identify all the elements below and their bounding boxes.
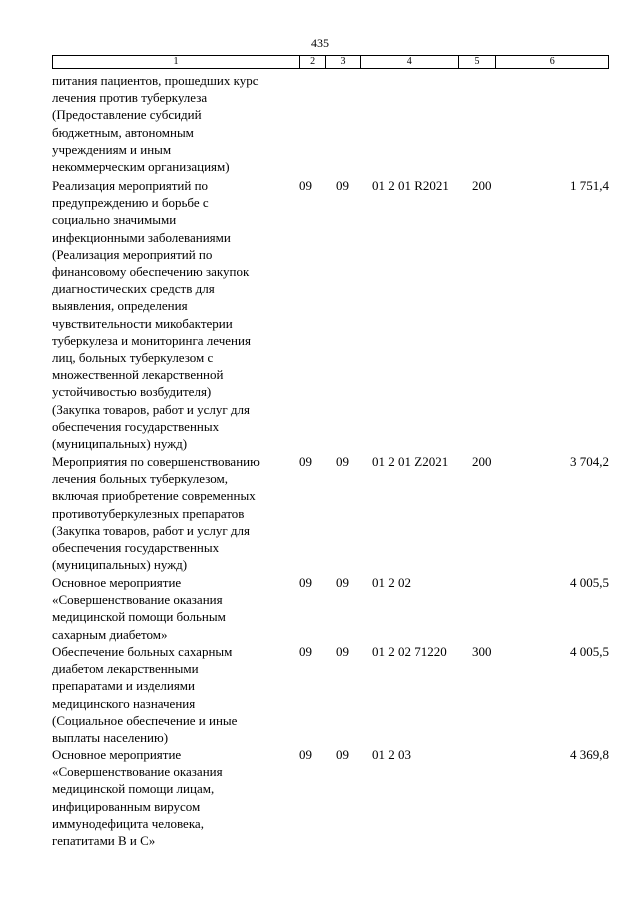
column-header-5: 5 bbox=[458, 56, 496, 68]
row-section: 09 bbox=[299, 575, 312, 590]
row-section: 09 bbox=[299, 454, 312, 469]
page-number: 435 bbox=[311, 36, 329, 50]
row-target-code: 01 2 02 71220 bbox=[372, 644, 447, 659]
row-section: 09 bbox=[299, 644, 312, 659]
row-target-code: 01 2 02 bbox=[372, 575, 411, 590]
row-section: 09 bbox=[299, 747, 312, 762]
row-section: 09 bbox=[299, 178, 312, 193]
row-subsection: 09 bbox=[336, 747, 349, 762]
row-target-code: 01 2 01 Z2021 bbox=[372, 454, 449, 469]
row-target-code: 01 2 01 R2021 bbox=[372, 178, 449, 193]
column-header-6: 6 bbox=[495, 56, 608, 68]
column-header-1: 1 bbox=[173, 56, 179, 67]
row-expense-type: 200 bbox=[472, 454, 492, 469]
row-subsection: 09 bbox=[336, 178, 349, 193]
row-amount: 4 005,5 bbox=[570, 644, 609, 659]
row-subsection: 09 bbox=[336, 575, 349, 590]
column-header-2: 2 bbox=[299, 56, 325, 68]
column-header-4: 4 bbox=[360, 56, 458, 68]
row-expense-type: 200 bbox=[472, 178, 492, 193]
row-name: Реализация мероприятий по предупреждению и борьбе с социально значимыми инфекционными заболеваниями (Реализация мероприятий по финансовому обеспечению закупок диагностических средств для выявления, определения чувствительности микобактерии туберкулеза и мониторинга лечения лиц, больных туберкулезом с множественной лекарственной устойчивостью возбудителя) (Закупка товаров, работ и услуг для обеспечения государственных (муниципальных) нужд) bbox=[52, 178, 251, 452]
row-amount: 1 751,4 bbox=[570, 178, 609, 193]
table-header-row bbox=[52, 55, 609, 69]
row-subsection: 09 bbox=[336, 644, 349, 659]
row-target-code: 01 2 03 bbox=[372, 747, 411, 762]
row-name: Обеспечение больных сахарным диабетом лекарственными препаратами и изделиями медицинского назначения (Социальное обеспечение и иные выплаты населению) bbox=[52, 644, 238, 746]
row-name: питания пациентов, прошедших курс лечения против туберкулеза (Предоставление субсидий бюджетным, автономным учреждениям и иным некоммерческим организациям) bbox=[52, 73, 259, 175]
row-amount: 4 369,8 bbox=[570, 747, 609, 762]
row-name: Основное мероприятие «Совершенствование оказания медицинской помощи лицам, инфицированным вирусом иммунодефицита человека, гепатитами В и С» bbox=[52, 747, 223, 849]
row-name: Мероприятия по совершенствованию лечения больных туберкулезом, включая приобретение современных противотуберкулезных препаратов (Закупка товаров, работ и услуг для обеспечения государственных (муниципальных) нужд) bbox=[52, 454, 260, 573]
row-amount: 4 005,5 bbox=[570, 575, 609, 590]
row-subsection: 09 bbox=[336, 454, 349, 469]
row-expense-type: 300 bbox=[472, 644, 492, 659]
row-amount: 3 704,2 bbox=[570, 454, 609, 469]
column-header-3: 3 bbox=[325, 56, 360, 68]
row-name: Основное мероприятие «Совершенствование оказания медицинской помощи больным сахарным диабетом» bbox=[52, 575, 226, 642]
